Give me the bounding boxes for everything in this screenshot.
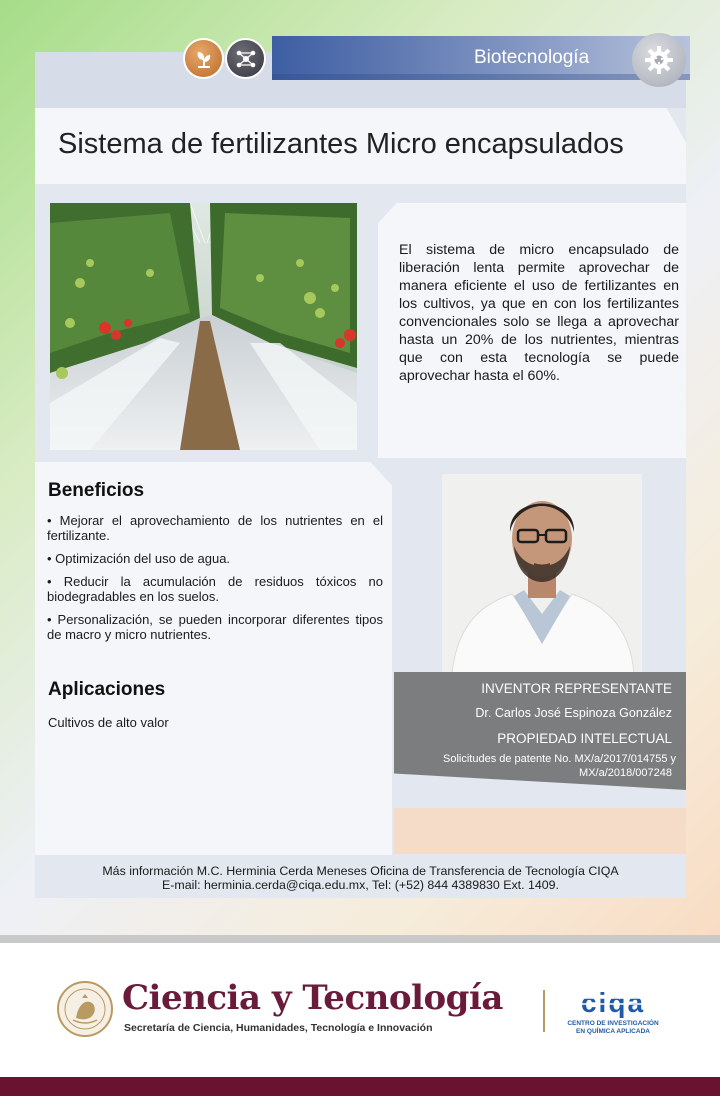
ciqa-line-1: CENTRO DE INVESTIGACIÓN: [567, 1020, 659, 1027]
applications-text: Cultivos de alto valor: [48, 715, 169, 730]
ip-label: PROPIEDAD INTELECTUAL: [497, 731, 672, 746]
description-text: El sistema de micro encapsulado de liberación lenta permite aprovechar de manera eficiente el uso de fertilizantes en los cultivos, ya que en con los fertilizantes convencionales solo se llega a aprovechar hasta un 20% de los nutrientes, mientras que con esta tecnología se puede aprovechar hasta el 60%.: [399, 242, 679, 384]
category-banner-shade: [272, 74, 690, 80]
applications-heading: Aplicaciones: [48, 679, 166, 700]
greenhouse-photo: [50, 203, 357, 450]
category-label: Biotecnología: [474, 47, 590, 68]
benefits-heading: Beneficios: [48, 480, 145, 501]
benefit-item: • Mejorar el aprovechamiento de los nutrientes en el fertilizante.: [47, 513, 383, 543]
contact-line-2: E-mail: herminia.cerda@ciqa.edu.mx, Tel: (+52) 844 4389830 Ext. 1409.: [161, 878, 560, 892]
patent-line-1: Solicitudes de patente No. MX/a/2017/014755 y: [443, 753, 676, 765]
brand-subtitle: Secretaría de Ciencia, Humanidades, Tecnología e Innovación: [124, 1022, 433, 1034]
gear-icon: [632, 33, 686, 87]
svg-text:ciqa: ciqa: [580, 988, 646, 1018]
leaf-icon: [185, 40, 222, 77]
benefits-list: [47, 513, 383, 650]
contact-line-1: Más información M.C. Herminia Cerda Meneses Oficina de Transferencia de Tecnología CIQA: [102, 864, 619, 878]
atom-icon: [227, 40, 264, 77]
separator-strip: [0, 935, 720, 943]
ciqa-line-2: EN QUÍMICA APLICADA: [576, 1028, 650, 1035]
benefit-item: • Personalización, se pueden incorporar diferentes tipos de macro y micro nutrientes.: [47, 612, 383, 642]
bottom-bar: [0, 1077, 720, 1096]
brand-title: Ciencia y Tecnología: [122, 978, 503, 1018]
benefit-item: • Reducir la acumulación de residuos tóxicos no biodegradables en los suelos.: [47, 574, 383, 604]
inventor-portrait: [442, 474, 642, 674]
ciqa-logo: [562, 988, 664, 1023]
inventor-name: Dr. Carlos José Espinoza González: [475, 706, 672, 720]
mexico-seal-logo: [56, 980, 114, 1038]
contact-info: [35, 864, 686, 892]
page-title: Sistema de fertilizantes Micro encapsulados: [58, 128, 624, 160]
ciqa-subtitle: [562, 1020, 664, 1036]
benefit-item: • Optimización del uso de agua.: [47, 551, 231, 566]
inventor-role-label: INVENTOR REPRESENTANTE: [481, 681, 672, 696]
accent-block: [394, 808, 686, 854]
brand-divider: [543, 990, 545, 1032]
patent-line-2: MX/a/2018/007248: [579, 767, 672, 779]
